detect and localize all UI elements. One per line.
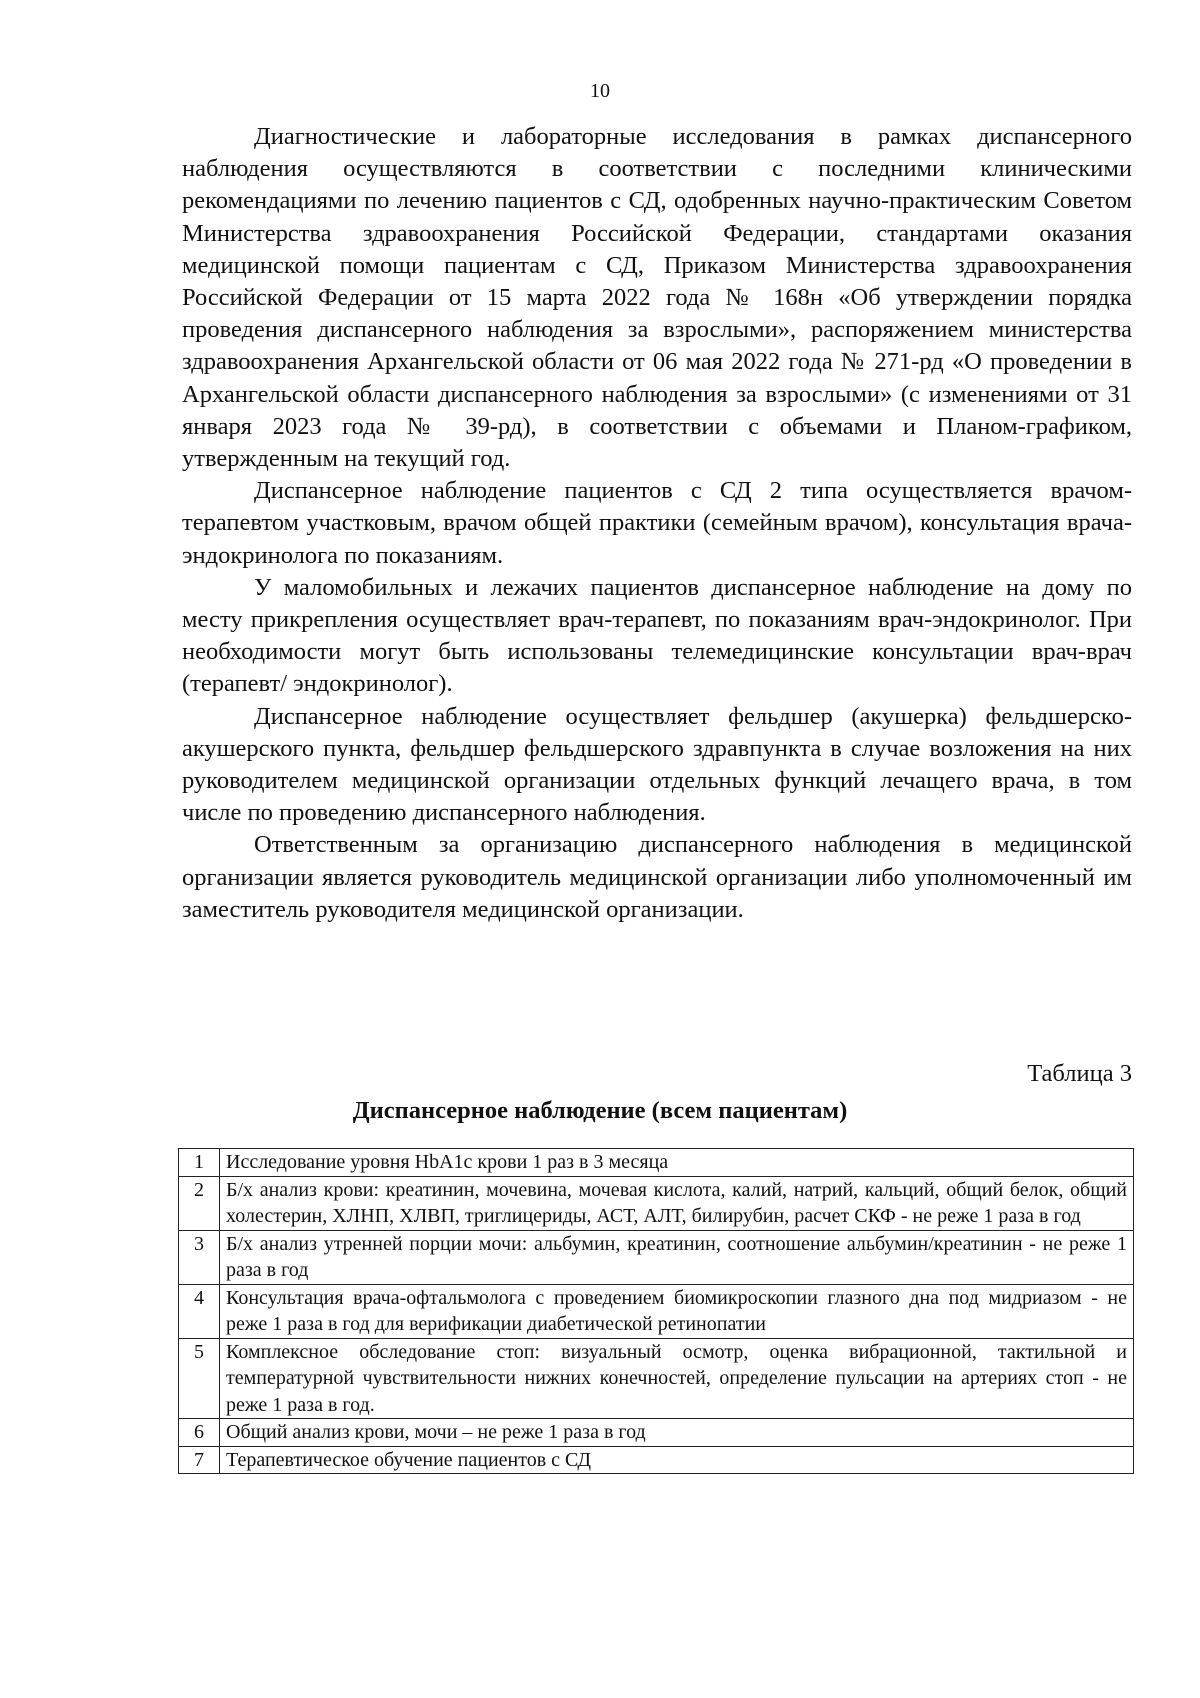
- row-text: Б/х анализ крови: креатинин, мочевина, мочевая кислота, калий, натрий, кальций, общий белок, общий холестерин, ХЛНП, ХЛВП, триглицериды, АСТ, АЛТ, билирубин, расчет СКФ - не реже 1 раза в год: [220, 1176, 1134, 1230]
- row-number: 5: [179, 1338, 220, 1419]
- body-text: [182, 121, 1132, 926]
- table-row: [179, 1230, 1134, 1284]
- row-text: Консультация врача-офтальмолога с проведением биомикроскопии глазного дна под мидриазом - не реже 1 раза в год для верификации диабетической ретинопатии: [220, 1284, 1134, 1338]
- paragraph-diagnostics: Диагностические и лабораторные исследования в рамках диспансерного наблюдения осуществляются в соответствии с последними клиническими рекомендациями по лечению пациентов с СД, одобренных научно-практическим Советом Министерства здравоохранения Российской Федерации, стандартами оказания медицинской помощи пациентам с СД, Приказом Министерства здравоохранения Российской Федерации от 15 марта 2022 года № 168н «Об утверждении порядка проведения диспансерного наблюдения за взрослыми», распоряжением министерства здравоохранения Архангельской области от 06 мая 2022 года № 271-рд «О проведении в Архангельской области диспансерного наблюдения за взрослыми» (с изменениями от 31 января 2023 года № 39-рд), в соответствии с объемами и Планом-графиком, утвержденным на текущий год.: [182, 123, 1132, 473]
- paragraph-feldsher: Диспансерное наблюдение осуществляет фельдшер (акушерка) фельдшерско-акушерского пункта, фельдшер фельдшерского здравпункта в случае возложения на них руководителем медицинской организации отдельных функций лечащего врача, в том числе по проведению диспансерного наблюдения.: [182, 702, 1132, 827]
- table-row: [179, 1338, 1134, 1419]
- row-number: 7: [179, 1446, 220, 1474]
- row-number: 1: [179, 1149, 220, 1177]
- row-text: Общий анализ крови, мочи – не реже 1 раза в год: [220, 1419, 1134, 1447]
- table-row: [179, 1284, 1134, 1338]
- row-text: Исследование уровня HbA1c крови 1 раз в 3 месяца: [220, 1149, 1134, 1177]
- observation-table: [178, 1148, 1134, 1474]
- row-number: 6: [179, 1419, 220, 1447]
- row-number: 3: [179, 1230, 220, 1284]
- page-number: 10: [590, 80, 610, 102]
- table-caption: Таблица 3: [1027, 1060, 1132, 1087]
- row-number: 2: [179, 1176, 220, 1230]
- row-text: Комплексное обследование стоп: визуальный осмотр, оценка вибрационной, тактильной и температурной чувствительности нижних конечностей, определение пульсации на артериях стоп - не реже 1 раза в год.: [220, 1338, 1134, 1419]
- table-row: [179, 1149, 1134, 1177]
- paragraph-type2-observation: Диспансерное наблюдение пациентов с СД 2 типа осуществляется врачом-терапевтом участковым, врачом общей практики (семейным врачом), консультация врача-эндокринолога по показаниям.: [182, 477, 1132, 569]
- table-row: [179, 1446, 1134, 1474]
- paragraph-responsible: Ответственным за организацию диспансерного наблюдения в медицинской организации является руководитель медицинской организации либо уполномоченный им заместитель руководителя медицинской организации.: [182, 831, 1132, 923]
- paragraph-home-observation: У маломобильных и лежачих пациентов диспансерное наблюдение на дому по месту прикрепления осуществляет врач-терапевт, по показаниям врач-эндокринолог. При необходимости могут быть использованы телемедицинские консультации врач-врач (терапевт/ эндокринолог).: [182, 573, 1132, 698]
- table-row: [179, 1176, 1134, 1230]
- table-row: [179, 1419, 1134, 1447]
- row-number: 4: [179, 1284, 220, 1338]
- table-title: Диспансерное наблюдение (всем пациентам): [352, 1097, 848, 1124]
- row-text: Терапевтическое обучение пациентов с СД: [220, 1446, 1134, 1474]
- row-text: Б/х анализ утренней порции мочи: альбумин, креатинин, соотношение альбумин/креатинин - не реже 1 раза в год: [220, 1230, 1134, 1284]
